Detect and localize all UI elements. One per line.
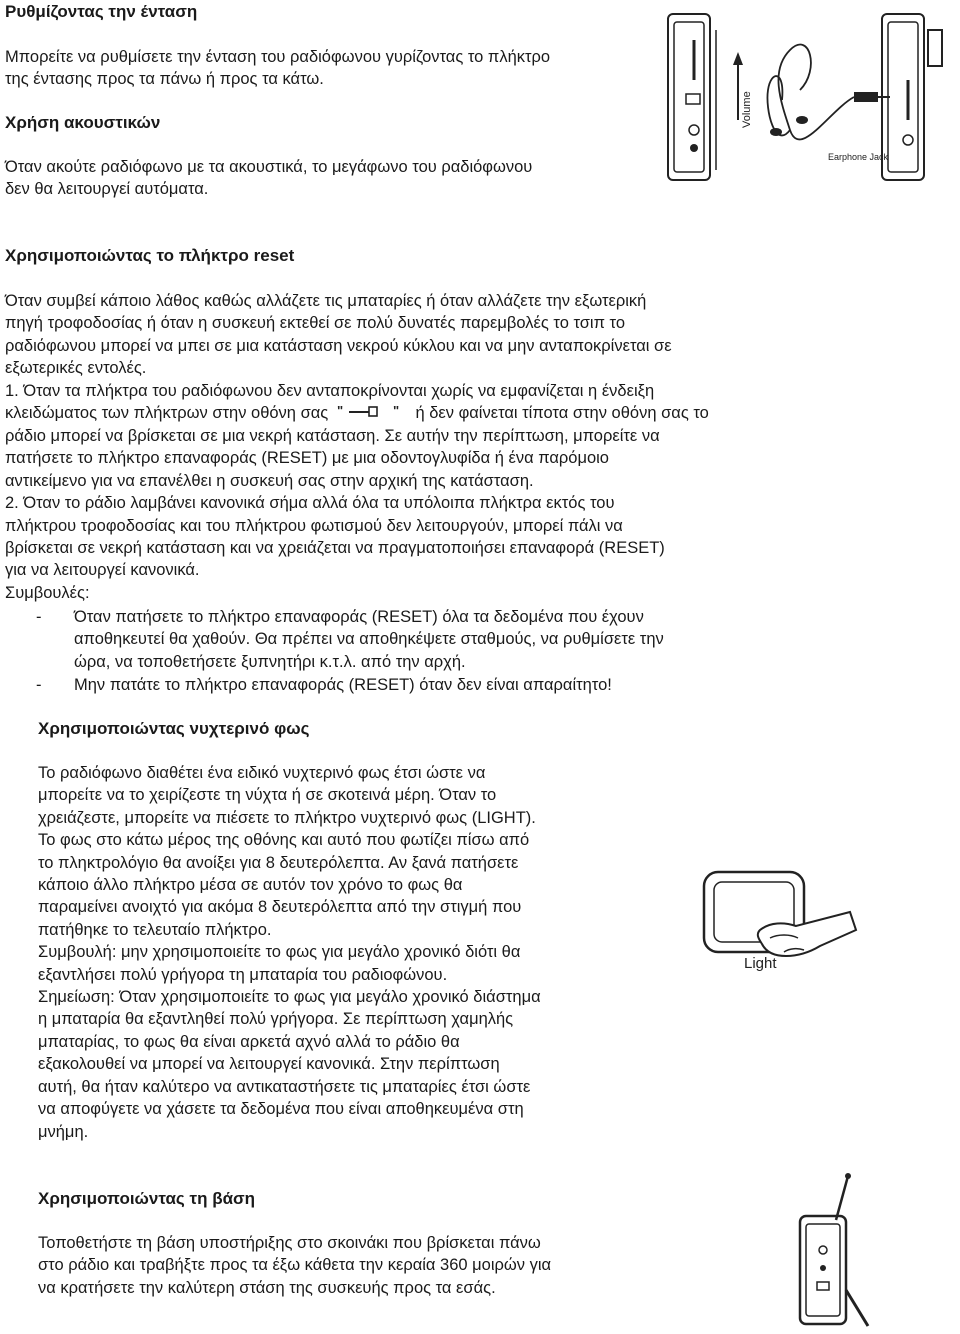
text-line: ώρα, να τοποθετήσετε ξυπνητήρι κ.τ.λ. από την αρχή. [74, 652, 466, 671]
text-line: χρειάζεστε, μπορείτε να πιέσετε το πλήκτρο νυχτερινό φως (LIGHT). [38, 808, 536, 827]
text-line: μνήμη. [38, 1122, 89, 1141]
tip-dash: - [36, 608, 42, 626]
light-heading: Χρησιμοποιώντας νυχτερινό φως [38, 719, 310, 738]
text-line: για να λειτουργεί κανονικά. [5, 561, 200, 580]
text-line: δεν θα λειτουργεί αυτόματα. [5, 180, 209, 199]
stand-heading: Χρησιμοποιώντας τη βάση [38, 1189, 256, 1208]
text-line: εξακολουθεί να μπορεί να λειτουργεί κανονικά. Στην περίπτωση [38, 1055, 500, 1074]
text-line: το πληκτρολόγιο θα ανοίξει για 8 δευτερόλεπτα. Αν ξανά πατήσετε [38, 853, 519, 872]
text-span: ή δεν φαίνεται τίποτα στην οθόνη σας το [415, 404, 709, 423]
light-label: Light [744, 955, 777, 972]
text-span: κλειδώματος των πλήκτρων στην οθόνη σας [5, 404, 329, 423]
text-line: να αποφύγετε να χάσετε τα δεδομένα που είναι αποθηκευμένα στη [38, 1100, 524, 1119]
reset-paragraph [5, 290, 709, 604]
text-line: Όταν ακούτε ραδιόφωνο με τα ακουστικά, το μεγάφωνο του ραδιόφωνου [5, 158, 533, 176]
text-line: εξωτερικές εντολές. [5, 359, 147, 378]
light-button-figure [700, 860, 860, 980]
volume-heading: Ρυθμίζοντας την ένταση [5, 2, 198, 21]
text-line: μπαταρίας, το φως θα είναι αρκετά αχνό αλλά το ράδιο θα [38, 1032, 460, 1051]
text-line: η μπαταρία θα εξαντληθεί πολύ γρήγορα. Σε περίπτωση χαμηλής [38, 1010, 514, 1029]
text-line: αυτή, θα ήταν καλύτερο να αντικαταστήσετε τις μπαταρίες έτσι ώστε [38, 1077, 531, 1096]
svg-text:": " [336, 404, 344, 419]
text-line: Το φως στο κάτω μέρος της οθόνης και αυτό που φωτίζει πίσω από [38, 831, 530, 850]
svg-text:": " [392, 404, 400, 419]
text-line: πηγή τροφοδοσίας ή όταν η συσκευή εκτεθεί σε πολύ δυνατές παρεμβολές το τσιπ το [5, 314, 626, 333]
headphones-paragraph [5, 156, 532, 201]
text-line-with-lock [5, 402, 709, 425]
text-line: ραδιόφωνου μπορεί να μπει σε μια κατάσταση νεκρού κύκλου και να μην ανταποκρίνεται σε [5, 336, 672, 355]
tip-item [36, 606, 776, 673]
text-line: Σημείωση: Όταν χρησιμοποιείτε το φως για μεγάλο χρονικό διάστημα [38, 988, 541, 1007]
text-line: στο ράδιο και τραβήξτε προς τα έξω κάθετα την κεραία 360 μοιρών για [38, 1256, 552, 1275]
text-line: πλήκτρου τροφοδοσίας και του πλήκτρου φωτισμού δεν λειτουργούν, μπορεί πάλι να [5, 516, 623, 535]
text-line: Συμβουλή: μην χρησιμοποιείτε το φως για μεγάλο χρονικό διότι θα [38, 943, 521, 962]
volume-paragraph [5, 46, 550, 91]
headphones-heading: Χρήση ακουστικών [5, 113, 161, 132]
stand-paragraph [38, 1232, 551, 1299]
stand-figure [790, 1170, 880, 1330]
text-line: βρίσκεται σε νεκρή κατάσταση και να χρειάζεται να πραγματοποιήσει επαναφορά (RESET) [5, 538, 665, 557]
text-line: Μην πατάτε το πλήκτρο επαναφοράς (RESET) όταν δεν είναι απαραίτητο! [74, 676, 612, 694]
key-lock-icon [335, 402, 409, 424]
text-line: εξαντλήσει πολύ γρήγορα τη μπαταρία του ραδιοφώνου. [38, 965, 448, 984]
text-line: αντικείμενο για να επανέλθει η συσκευή σας στην αρχική της κατάσταση. [5, 471, 534, 490]
tip-item [36, 674, 776, 696]
text-line: Συμβουλές: [5, 583, 90, 602]
text-line: Μπορείτε να ρυθμίσετε την ένταση του ραδιόφωνου γυρίζοντας το πλήκτρο [5, 48, 551, 66]
light-paragraph [38, 762, 541, 1143]
text-line: κάποιο άλλο πλήκτρο μέσα σε αυτόν τον χρόνο το φως θα [38, 876, 463, 895]
text-line: Τοποθετήστε τη βάση υποστήριξης στο σκοινάκι που βρίσκεται πάνω [38, 1234, 541, 1252]
text-line: παραμείνει ανοιχτό για ακόμα 8 δευτερόλεπτα από την στιγμή που [38, 898, 522, 917]
text-line: πατήσετε το πλήκτρο επαναφοράς (RESET) με μια οδοντογλυφίδα ή ένα παρόμοιο [5, 449, 609, 468]
text-line: Το ραδιόφωνο διαθέτει ένα ειδικό νυχτερινό φως έτσι ώστε να [38, 764, 486, 782]
text-line: να κρατήσετε την καλύτερη στάση της συσκευής προς τα εσάς. [38, 1278, 496, 1297]
text-line: της έντασης προς τα πάνω ή προς τα κάτω. [5, 70, 324, 89]
text-line: μπορείτε να το χειρίζεστε τη νύχτα ή σε σκοτεινά μέρη. Όταν το [38, 786, 497, 805]
text-line: 1. Όταν τα πλήκτρα του ραδιόφωνου δεν ανταποκρίνονται χωρίς να εμφανίζεται η ένδειξη [5, 381, 655, 400]
text-line: πατήθηκε το τελευταίο πλήκτρο. [38, 920, 272, 939]
reset-heading: Χρησιμοποιώντας το πλήκτρο reset [5, 246, 295, 265]
earphone-jack-label: Earphone Jack [828, 152, 889, 162]
text-line: Όταν συμβεί κάποιο λάθος καθώς αλλάζετε τις μπαταρίες ή όταν αλλάζετε την εξωτερική [5, 292, 647, 310]
tip-dash: - [36, 676, 42, 694]
volume-label: Volume [741, 91, 753, 128]
text-line: αποθηκευτεί θα χαθούν. Θα πρέπει να αποθηκέψετε σταθμούς, να ρυθμίσετε την [74, 630, 664, 649]
text-line: Όταν πατήσετε το πλήκτρο επαναφοράς (RESET) όλα τα δεδομένα που έχουν [74, 608, 644, 626]
text-line: 2. Όταν το ράδιο λαμβάνει κανονικά σήμα αλλά όλα τα υπόλοιπα πλήκτρα εκτός του [5, 494, 615, 513]
text-line: ράδιο μπορεί να βρίσκεται σε μια νεκρή κατάσταση. Σε αυτήν την περίπτωση, μπορείτε να [5, 426, 660, 445]
earphone-figure [650, 10, 950, 185]
